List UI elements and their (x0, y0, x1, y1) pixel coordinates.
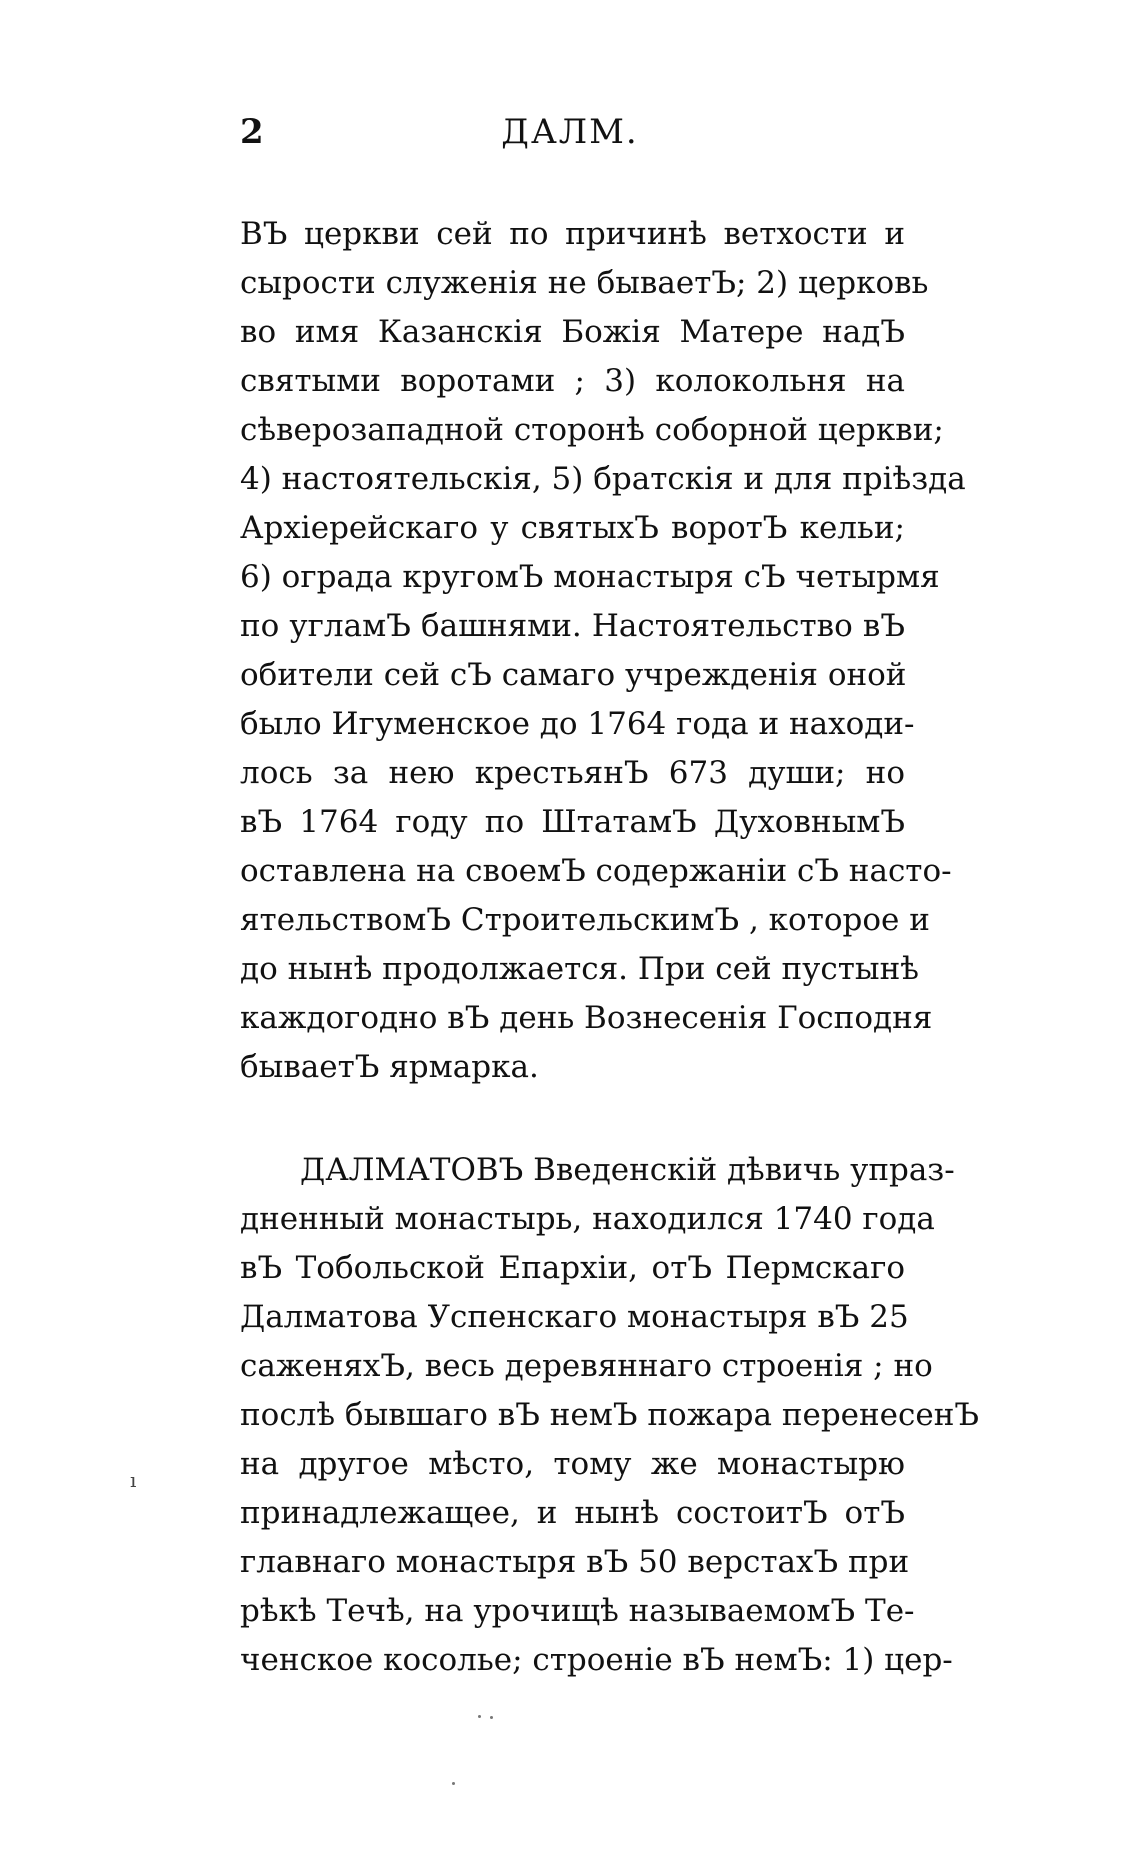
text-line: принадлежащее, и нынѣ состоитЪ отЪ (240, 1495, 905, 1531)
text-line: по угламЪ башнями. Настоятельство вЪ (240, 608, 905, 644)
margin-mark: ı (130, 1468, 137, 1492)
text-line: главнаго монастыря вЪ 50 верстахЪ при (240, 1544, 910, 1580)
text-line: ятельствомЪ СтроительскимЪ , которое и (240, 902, 930, 938)
text-line: было Игуменское до 1764 года и находи- (240, 706, 915, 742)
print-speck (490, 1716, 493, 1719)
text-line: 6) ограда кругомЪ монастыря сЪ четырмя (240, 559, 940, 595)
text-line: бываетЪ ярмарка. (240, 1049, 539, 1085)
text-line: ВЪ церкви сей по причинѣ ветхости и (240, 216, 905, 252)
text-line: послѣ бывшаго вЪ немЪ пожара перенесенЪ (240, 1397, 980, 1433)
text-line: 4) настоятельскія, 5) братскія и для пріѣзда (240, 461, 966, 497)
text-line: ченское косолье; строеніе вЪ немЪ: 1) цер- (240, 1642, 953, 1678)
print-speck (452, 1782, 455, 1785)
text-line: сырости служенія не бываетЪ; 2) церковь (240, 265, 929, 301)
text-line: до нынѣ продолжается. При сей пустынѣ (240, 951, 919, 987)
text-line: ДАЛМАТОВЪ Введенскій дѣвичь упраз- (300, 1152, 955, 1188)
text-line: вЪ Тобольской Епархіи, отЪ Пермскаго (240, 1250, 905, 1286)
text-line: оставлена на своемЪ содержаніи сЪ насто- (240, 853, 952, 889)
text-line: лось за нею крестьянЪ 673 души; но (240, 755, 905, 791)
paragraph-2 (240, 1146, 980, 1685)
text-line: рѣкѣ Течѣ, на урочищѣ называемомЪ Те- (240, 1593, 915, 1629)
text-line: на другое мѣсто, тому же монастырю (240, 1446, 905, 1482)
paragraph-1 (240, 210, 966, 1092)
page-body (240, 210, 980, 1685)
text-line: дненный монастырь, находился 1740 года (240, 1201, 935, 1237)
text-line: святыми воротами ; 3) колокольня на (240, 363, 905, 399)
text-line: Архіерейскаго у святыхЪ воротЪ кельи; (240, 510, 905, 546)
text-line: обители сей сЪ самаго учрежденія оной (240, 657, 907, 693)
text-line: Далматова Успенскаго монастыря вЪ 25 (240, 1299, 909, 1335)
page-header (240, 112, 900, 172)
text-line: во имя Казанскія Божія Матере надЪ (240, 314, 905, 350)
running-head: ДАЛМ. (501, 112, 639, 152)
print-speck (478, 1715, 481, 1718)
text-line: каждогодно вЪ день Вознесенія Господня (240, 1000, 933, 1036)
text-line: вЪ 1764 году по ШтатамЪ ДуховнымЪ (240, 804, 905, 840)
text-line: сѣверозападной сторонѣ соборной церкви; (240, 412, 944, 448)
text-line: саженяхЪ, весь деревяннаго строенія ; но (240, 1348, 933, 1384)
page-number: 2 (240, 112, 265, 152)
